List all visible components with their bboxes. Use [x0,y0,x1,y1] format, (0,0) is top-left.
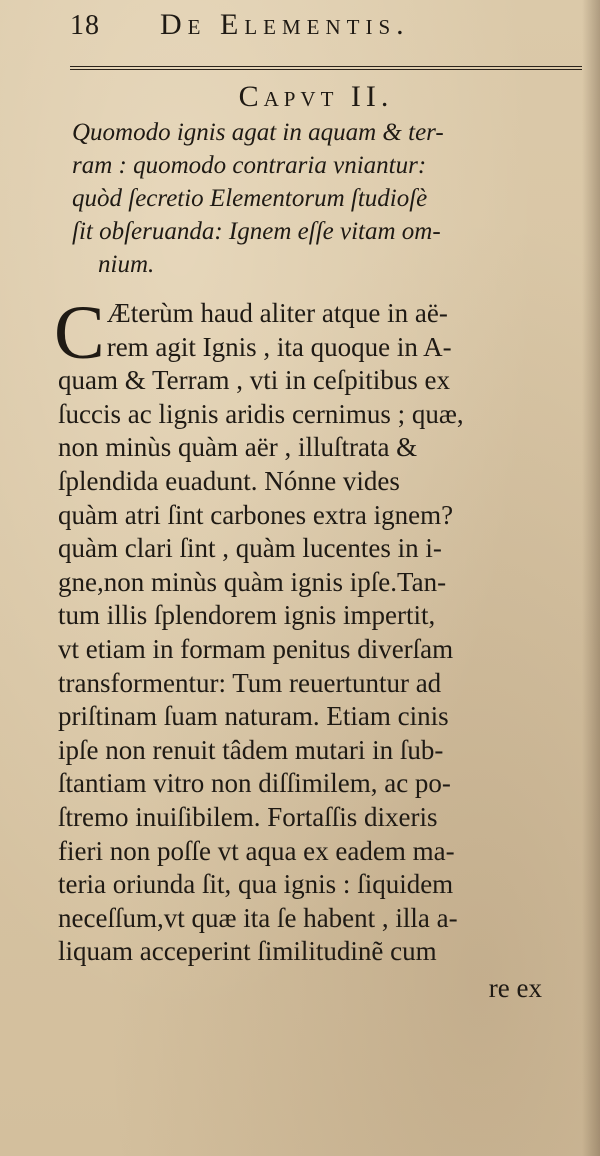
running-title: De Elementis. [160,8,410,41]
summary-line: quòd ſecretio Elementorum ſtudioſè [72,185,428,212]
body-line: liquam acceperint ſimilitudinẽ cum [58,936,437,967]
body-text [54,291,578,969]
summary-line: ram : quomodo contraria vniantur: [72,152,427,179]
body-line: neceſſum,vt quæ ita ſe habent , illa a- [58,902,458,933]
body-line: ſuccis ac lignis aridis cernimus ; quæ, [58,398,464,429]
summary-line: nium. [98,251,155,278]
body-line: ſtantiam vitro non diſſimilem, ac po- [58,768,451,799]
body-line: priſtinam ſuam naturam. Etiam cinis [58,701,449,732]
chapter-heading: Capvt II. [238,80,394,113]
body-line: vt etiam in formam penitus diverſam [58,633,454,664]
chapter-summary [72,116,582,281]
body-line: Æterùm haud aliter atque in aë- [106,298,448,328]
page-number: 18 [70,10,100,41]
body-line: quam & Terram , vti in ceſpitibus ex [58,365,451,396]
body-line: ſtremo inuiſibilem. Fortaſſis dixeris [58,801,438,832]
body-line: quàm clari ſint , quàm lucentes in i- [58,533,442,564]
body-line: gne,non minùs quàm ignis ipſe.Tan- [58,566,447,597]
body-line: fieri non poſſe vt aqua ex eadem ma- [58,835,455,866]
body-line: ſplendida euadunt. Nónne vides [58,465,400,496]
summary-line: ſit obſeruanda: Ignem eſſe vitam om- [72,218,441,245]
body-line: tum illis ſplendorem ignis impertit, [58,600,436,631]
drop-cap: C [54,291,105,375]
body-line: transformentur: Tum reuertuntur ad [58,667,442,698]
running-head [70,8,572,42]
body-line: quàm atri ſint carbones extra ignem? [58,499,454,530]
body-line: teria oriunda ſit, qua ignis : ſiquidem [58,869,454,900]
body-line: rem agit Ignis , ita quoque in A- [106,331,452,362]
summary-line: Quomodo ignis agat in aquam & ter- [72,119,444,146]
head-rule [70,66,582,70]
catchword: re ex [488,972,542,1003]
body-line: ipſe non renuit tâdem mutari in ſub- [58,734,444,765]
body-line: non minùs quàm aër , illuſtrata & [58,432,418,463]
